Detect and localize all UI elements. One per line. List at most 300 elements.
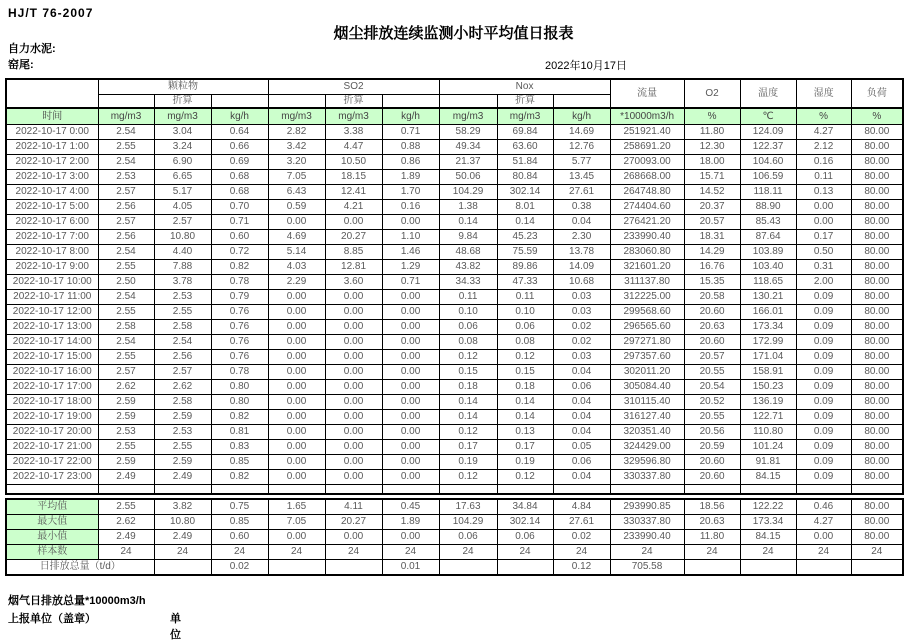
- value-cell: 122.71: [740, 410, 796, 425]
- value-cell: 14.52: [684, 185, 740, 200]
- value-cell: 0.00: [325, 455, 382, 470]
- value-cell: 80.00: [851, 230, 903, 245]
- value-cell: 12.81: [325, 260, 382, 275]
- value-cell: 2.29: [268, 275, 325, 290]
- value-cell: [796, 560, 851, 576]
- hourly-row: [6, 440, 903, 455]
- value-cell: 21.37: [439, 155, 497, 170]
- value-cell: 104.29: [439, 515, 497, 530]
- report-title: 烟尘排放连续监测小时平均值日报表: [333, 25, 574, 42]
- value-cell: 283060.80: [610, 245, 684, 260]
- hourly-row: [6, 425, 903, 440]
- value-cell: 0.11: [497, 290, 553, 305]
- value-cell: 0.85: [211, 455, 268, 470]
- value-cell: 24: [98, 545, 154, 560]
- time-cell: 2022-10-17 12:00: [6, 305, 98, 320]
- value-cell: 69.84: [497, 125, 553, 140]
- unit-cell: kg/h: [382, 108, 439, 125]
- value-cell: 2.57: [98, 365, 154, 380]
- value-cell: 324429.00: [610, 440, 684, 455]
- value-cell: 0.00: [268, 530, 325, 545]
- value-cell: 0.66: [211, 140, 268, 155]
- value-cell: 14.09: [553, 260, 610, 275]
- value-cell: 0.00: [382, 320, 439, 335]
- value-cell: 80.00: [851, 245, 903, 260]
- summary-row: [6, 530, 903, 545]
- spacer-cell: [851, 485, 903, 495]
- value-cell: 0.09: [796, 410, 851, 425]
- value-cell: [497, 560, 553, 576]
- hourly-data-table: [5, 78, 904, 495]
- value-cell: 2.53: [98, 425, 154, 440]
- value-cell: [740, 560, 796, 576]
- hourly-rows: [6, 125, 903, 495]
- hourly-row: [6, 350, 903, 365]
- value-cell: 2.58: [154, 320, 211, 335]
- summary-label-cell: 样本数: [6, 545, 98, 560]
- monitoring-point-label: 窑尾:: [8, 59, 34, 71]
- empty-header-cell: [268, 95, 325, 109]
- value-cell: 320351.40: [610, 425, 684, 440]
- value-cell: 4.47: [325, 140, 382, 155]
- time-header: 时间: [6, 108, 98, 125]
- value-cell: 0.03: [553, 290, 610, 305]
- value-cell: 15.71: [684, 170, 740, 185]
- value-cell: 0.00: [382, 455, 439, 470]
- value-cell: 0.81: [211, 425, 268, 440]
- value-cell: 88.90: [740, 200, 796, 215]
- value-cell: 49.34: [439, 140, 497, 155]
- value-cell: 2.62: [98, 515, 154, 530]
- value-cell: 87.64: [740, 230, 796, 245]
- value-cell: 0.00: [325, 335, 382, 350]
- value-cell: 12.76: [553, 140, 610, 155]
- spacer-cell: [796, 485, 851, 495]
- spacer-cell: [268, 485, 325, 495]
- value-cell: 122.37: [740, 140, 796, 155]
- value-cell: 122.22: [740, 499, 796, 515]
- time-cell: 2022-10-17 17:00: [6, 380, 98, 395]
- group-header-particulate: 颗粒物: [98, 79, 268, 95]
- value-cell: 7.05: [268, 515, 325, 530]
- value-cell: 2.54: [98, 155, 154, 170]
- hourly-row: [6, 140, 903, 155]
- value-cell: 104.29: [439, 185, 497, 200]
- value-cell: 2.82: [268, 125, 325, 140]
- unit-cell: mg/m3: [268, 108, 325, 125]
- value-cell: 15.35: [684, 275, 740, 290]
- value-cell: 20.55: [684, 365, 740, 380]
- value-cell: 20.57: [684, 215, 740, 230]
- value-cell: 0.12: [439, 350, 497, 365]
- flue-gas-daily-total-note: 烟气日排放总量*10000m3/h: [8, 595, 146, 607]
- value-cell: 1.29: [382, 260, 439, 275]
- value-cell: 0.00: [268, 410, 325, 425]
- value-cell: 20.58: [684, 290, 740, 305]
- value-cell: 0.09: [796, 455, 851, 470]
- value-cell: 0.08: [497, 335, 553, 350]
- value-cell: 1.70: [382, 185, 439, 200]
- value-cell: 5.77: [553, 155, 610, 170]
- value-cell: 0.83: [211, 440, 268, 455]
- value-cell: 89.86: [497, 260, 553, 275]
- value-cell: 2.58: [154, 395, 211, 410]
- spacer-cell: [325, 485, 382, 495]
- value-cell: 45.23: [497, 230, 553, 245]
- value-cell: 2.57: [98, 185, 154, 200]
- value-cell: 0.00: [382, 530, 439, 545]
- value-cell: 85.43: [740, 215, 796, 230]
- value-cell: 0.18: [439, 380, 497, 395]
- value-cell: 136.19: [740, 395, 796, 410]
- value-cell: 2.49: [154, 470, 211, 485]
- value-cell: 20.60: [684, 305, 740, 320]
- value-cell: 8.85: [325, 245, 382, 260]
- value-cell: 3.78: [154, 275, 211, 290]
- value-cell: 0.00: [325, 410, 382, 425]
- value-cell: 0.86: [382, 155, 439, 170]
- value-cell: 10.80: [154, 230, 211, 245]
- value-cell: 0.15: [439, 365, 497, 380]
- value-cell: 0.00: [325, 395, 382, 410]
- value-cell: 0.14: [497, 410, 553, 425]
- value-cell: 3.60: [325, 275, 382, 290]
- value-cell: 80.00: [851, 320, 903, 335]
- value-cell: 11.80: [684, 125, 740, 140]
- value-cell: 150.23: [740, 380, 796, 395]
- time-cell: 2022-10-17 16:00: [6, 365, 98, 380]
- value-cell: 18.31: [684, 230, 740, 245]
- summary-table: [5, 498, 904, 576]
- time-cell: 2022-10-17 0:00: [6, 125, 98, 140]
- value-cell: 80.00: [851, 380, 903, 395]
- value-cell: 24: [684, 545, 740, 560]
- time-cell: 2022-10-17 20:00: [6, 425, 98, 440]
- value-cell: 4.84: [553, 499, 610, 515]
- value-cell: 20.56: [684, 425, 740, 440]
- value-cell: 4.27: [796, 125, 851, 140]
- value-cell: 0.82: [211, 470, 268, 485]
- value-cell: 0.72: [211, 245, 268, 260]
- value-cell: 0.70: [211, 200, 268, 215]
- empty-header-cell: [439, 95, 497, 109]
- time-cell: 2022-10-17 3:00: [6, 170, 98, 185]
- spacer-row: [6, 485, 903, 495]
- value-cell: 47.33: [497, 275, 553, 290]
- col-header-o2: O2: [684, 79, 740, 108]
- value-cell: 0.09: [796, 335, 851, 350]
- value-cell: 0.31: [796, 260, 851, 275]
- hourly-row: [6, 155, 903, 170]
- value-cell: 0.64: [211, 125, 268, 140]
- value-cell: 276421.20: [610, 215, 684, 230]
- hourly-row: [6, 395, 903, 410]
- time-cell: 2022-10-17 19:00: [6, 410, 98, 425]
- hourly-row: [6, 230, 903, 245]
- value-cell: 91.81: [740, 455, 796, 470]
- value-cell: 299568.60: [610, 305, 684, 320]
- value-cell: 24: [268, 545, 325, 560]
- unit-label: 单位: [170, 613, 181, 641]
- converted-label-nox: 折算: [497, 95, 553, 109]
- spacer-cell: [553, 485, 610, 495]
- value-cell: 0.00: [268, 215, 325, 230]
- value-cell: 0.04: [553, 215, 610, 230]
- value-cell: 80.84: [497, 170, 553, 185]
- value-cell: 0.00: [325, 290, 382, 305]
- value-cell: 0.02: [211, 560, 268, 576]
- value-cell: 1.46: [382, 245, 439, 260]
- value-cell: 0.04: [553, 410, 610, 425]
- value-cell: 20.63: [684, 320, 740, 335]
- value-cell: 1.65: [268, 499, 325, 515]
- value-cell: 0.45: [382, 499, 439, 515]
- value-cell: 2.12: [796, 140, 851, 155]
- value-cell: 20.59: [684, 440, 740, 455]
- value-cell: 0.76: [211, 320, 268, 335]
- hourly-row: [6, 125, 903, 140]
- value-cell: 80.00: [851, 425, 903, 440]
- value-cell: 0.17: [796, 230, 851, 245]
- value-cell: 24: [610, 545, 684, 560]
- value-cell: 24: [740, 545, 796, 560]
- value-cell: 0.00: [325, 365, 382, 380]
- value-cell: 80.00: [851, 499, 903, 515]
- value-cell: 158.91: [740, 365, 796, 380]
- value-cell: 0.82: [211, 260, 268, 275]
- value-cell: 0.12: [497, 350, 553, 365]
- value-cell: 2.30: [553, 230, 610, 245]
- value-cell: 0.00: [325, 440, 382, 455]
- value-cell: 80.00: [851, 170, 903, 185]
- hourly-row: [6, 380, 903, 395]
- value-cell: 2.59: [98, 455, 154, 470]
- value-cell: 2.57: [154, 365, 211, 380]
- value-cell: 0.02: [553, 320, 610, 335]
- value-cell: 2.59: [98, 410, 154, 425]
- time-cell: 2022-10-17 10:00: [6, 275, 98, 290]
- value-cell: 4.27: [796, 515, 851, 530]
- value-cell: 0.13: [796, 185, 851, 200]
- value-cell: 0.06: [439, 320, 497, 335]
- value-cell: 166.01: [740, 305, 796, 320]
- value-cell: 2.59: [98, 395, 154, 410]
- time-cell: 2022-10-17 7:00: [6, 230, 98, 245]
- daily-total-label-cell: 日排放总量（t/d）: [6, 560, 154, 576]
- value-cell: 0.00: [268, 380, 325, 395]
- value-cell: 330337.80: [610, 515, 684, 530]
- reporting-unit-label: 上报单位（盖章）: [8, 613, 96, 625]
- value-cell: 0.11: [796, 170, 851, 185]
- value-cell: 0.10: [497, 305, 553, 320]
- value-cell: 310115.40: [610, 395, 684, 410]
- value-cell: 0.71: [382, 275, 439, 290]
- time-cell: 2022-10-17 14:00: [6, 335, 98, 350]
- value-cell: 0.76: [211, 335, 268, 350]
- hourly-row: [6, 215, 903, 230]
- value-cell: 0.00: [325, 320, 382, 335]
- value-cell: 0.82: [211, 410, 268, 425]
- value-cell: 2.57: [98, 215, 154, 230]
- time-cell: 2022-10-17 15:00: [6, 350, 98, 365]
- value-cell: 3.20: [268, 155, 325, 170]
- col-header-flow: 流量: [610, 79, 684, 108]
- time-cell: 2022-10-17 18:00: [6, 395, 98, 410]
- spacer-cell: [497, 485, 553, 495]
- value-cell: 2.53: [98, 170, 154, 185]
- value-cell: 0.76: [211, 350, 268, 365]
- value-cell: 0.14: [439, 215, 497, 230]
- value-cell: 0.06: [439, 530, 497, 545]
- value-cell: 2.55: [98, 440, 154, 455]
- hourly-row: [6, 200, 903, 215]
- summary-label-cell: 最大值: [6, 515, 98, 530]
- spacer-cell: [740, 485, 796, 495]
- value-cell: 0.04: [553, 395, 610, 410]
- time-cell: 2022-10-17 8:00: [6, 245, 98, 260]
- value-cell: 0.09: [796, 470, 851, 485]
- value-cell: 0.10: [439, 305, 497, 320]
- value-cell: 58.29: [439, 125, 497, 140]
- hourly-row: [6, 410, 903, 425]
- hourly-row: [6, 260, 903, 275]
- value-cell: 80.00: [851, 215, 903, 230]
- value-cell: 84.15: [740, 530, 796, 545]
- value-cell: 4.40: [154, 245, 211, 260]
- summary-row: [6, 499, 903, 515]
- value-cell: 3.42: [268, 140, 325, 155]
- value-cell: 0.06: [497, 320, 553, 335]
- value-cell: 0.38: [553, 200, 610, 215]
- reporting-unit-line: [8, 610, 181, 641]
- unit-cell: *10000m3/h: [610, 108, 684, 125]
- empty-header-cell: [98, 95, 154, 109]
- value-cell: 20.60: [684, 335, 740, 350]
- value-cell: 2.55: [154, 440, 211, 455]
- value-cell: 24: [796, 545, 851, 560]
- value-cell: 4.11: [325, 499, 382, 515]
- daily-total-row: [6, 560, 903, 576]
- value-cell: 1.10: [382, 230, 439, 245]
- value-cell: 2.58: [98, 320, 154, 335]
- col-header-humidity: 湿度: [796, 79, 851, 108]
- value-cell: 24: [325, 545, 382, 560]
- value-cell: 0.14: [497, 395, 553, 410]
- value-cell: 0.05: [553, 440, 610, 455]
- value-cell: 0.17: [497, 440, 553, 455]
- value-cell: 316127.40: [610, 410, 684, 425]
- value-cell: 0.17: [439, 440, 497, 455]
- header-group-row: [6, 79, 903, 95]
- time-cell: 2022-10-17 4:00: [6, 185, 98, 200]
- hourly-row: [6, 455, 903, 470]
- value-cell: 2.56: [98, 200, 154, 215]
- value-cell: 10.50: [325, 155, 382, 170]
- standard-reference: HJ/T 76-2007: [8, 6, 94, 20]
- time-cell: 2022-10-17 5:00: [6, 200, 98, 215]
- value-cell: 0.00: [382, 365, 439, 380]
- value-cell: 27.61: [553, 515, 610, 530]
- unit-cell: %: [851, 108, 903, 125]
- value-cell: 0.00: [325, 470, 382, 485]
- report-date: 2022年10月17日: [545, 60, 627, 72]
- value-cell: 80.00: [851, 185, 903, 200]
- value-cell: 20.54: [684, 380, 740, 395]
- value-cell: 12.41: [325, 185, 382, 200]
- value-cell: 173.34: [740, 515, 796, 530]
- value-cell: 20.37: [684, 200, 740, 215]
- spacer-cell: [684, 485, 740, 495]
- value-cell: 7.05: [268, 170, 325, 185]
- value-cell: 0.00: [382, 425, 439, 440]
- value-cell: 9.84: [439, 230, 497, 245]
- unit-cell: %: [684, 108, 740, 125]
- value-cell: 0.00: [268, 455, 325, 470]
- value-cell: 251921.40: [610, 125, 684, 140]
- group-header-nox: Nox: [439, 79, 610, 95]
- value-cell: 27.61: [553, 185, 610, 200]
- unit-cell: mg/m3: [325, 108, 382, 125]
- value-cell: 0.00: [268, 395, 325, 410]
- value-cell: 0.00: [382, 290, 439, 305]
- value-cell: 321601.20: [610, 260, 684, 275]
- value-cell: [325, 560, 382, 576]
- value-cell: 24: [439, 545, 497, 560]
- value-cell: 20.52: [684, 395, 740, 410]
- value-cell: 80.00: [851, 290, 903, 305]
- value-cell: 0.02: [553, 335, 610, 350]
- value-cell: 6.90: [154, 155, 211, 170]
- hourly-row: [6, 290, 903, 305]
- value-cell: 302011.20: [610, 365, 684, 380]
- unit-cell: ℃: [740, 108, 796, 125]
- value-cell: 0.68: [211, 170, 268, 185]
- value-cell: 0.02: [553, 530, 610, 545]
- value-cell: 20.57: [684, 350, 740, 365]
- value-cell: 12.30: [684, 140, 740, 155]
- value-cell: [439, 560, 497, 576]
- value-cell: 0.09: [796, 350, 851, 365]
- spacer-cell: [6, 485, 98, 495]
- value-cell: 80.00: [851, 470, 903, 485]
- value-cell: 80.00: [851, 335, 903, 350]
- value-cell: 2.50: [98, 275, 154, 290]
- value-cell: 4.21: [325, 200, 382, 215]
- value-cell: 173.34: [740, 320, 796, 335]
- value-cell: 705.58: [610, 560, 684, 576]
- value-cell: 302.14: [497, 185, 553, 200]
- value-cell: 24: [382, 545, 439, 560]
- summary-label-cell: 最小值: [6, 530, 98, 545]
- value-cell: 80.00: [851, 530, 903, 545]
- value-cell: 34.33: [439, 275, 497, 290]
- value-cell: 1.89: [382, 170, 439, 185]
- value-cell: 0.09: [796, 290, 851, 305]
- converted-label-particulate: 折算: [154, 95, 211, 109]
- value-cell: 0.60: [211, 530, 268, 545]
- value-cell: 0.71: [382, 125, 439, 140]
- value-cell: 0.78: [211, 275, 268, 290]
- value-cell: 0.11: [439, 290, 497, 305]
- value-cell: 0.00: [268, 350, 325, 365]
- value-cell: 2.56: [98, 230, 154, 245]
- value-cell: 0.00: [325, 350, 382, 365]
- col-header-temperature: 温度: [740, 79, 796, 108]
- value-cell: 0.80: [211, 395, 268, 410]
- hourly-row: [6, 470, 903, 485]
- time-cell: 2022-10-17 9:00: [6, 260, 98, 275]
- value-cell: 103.40: [740, 260, 796, 275]
